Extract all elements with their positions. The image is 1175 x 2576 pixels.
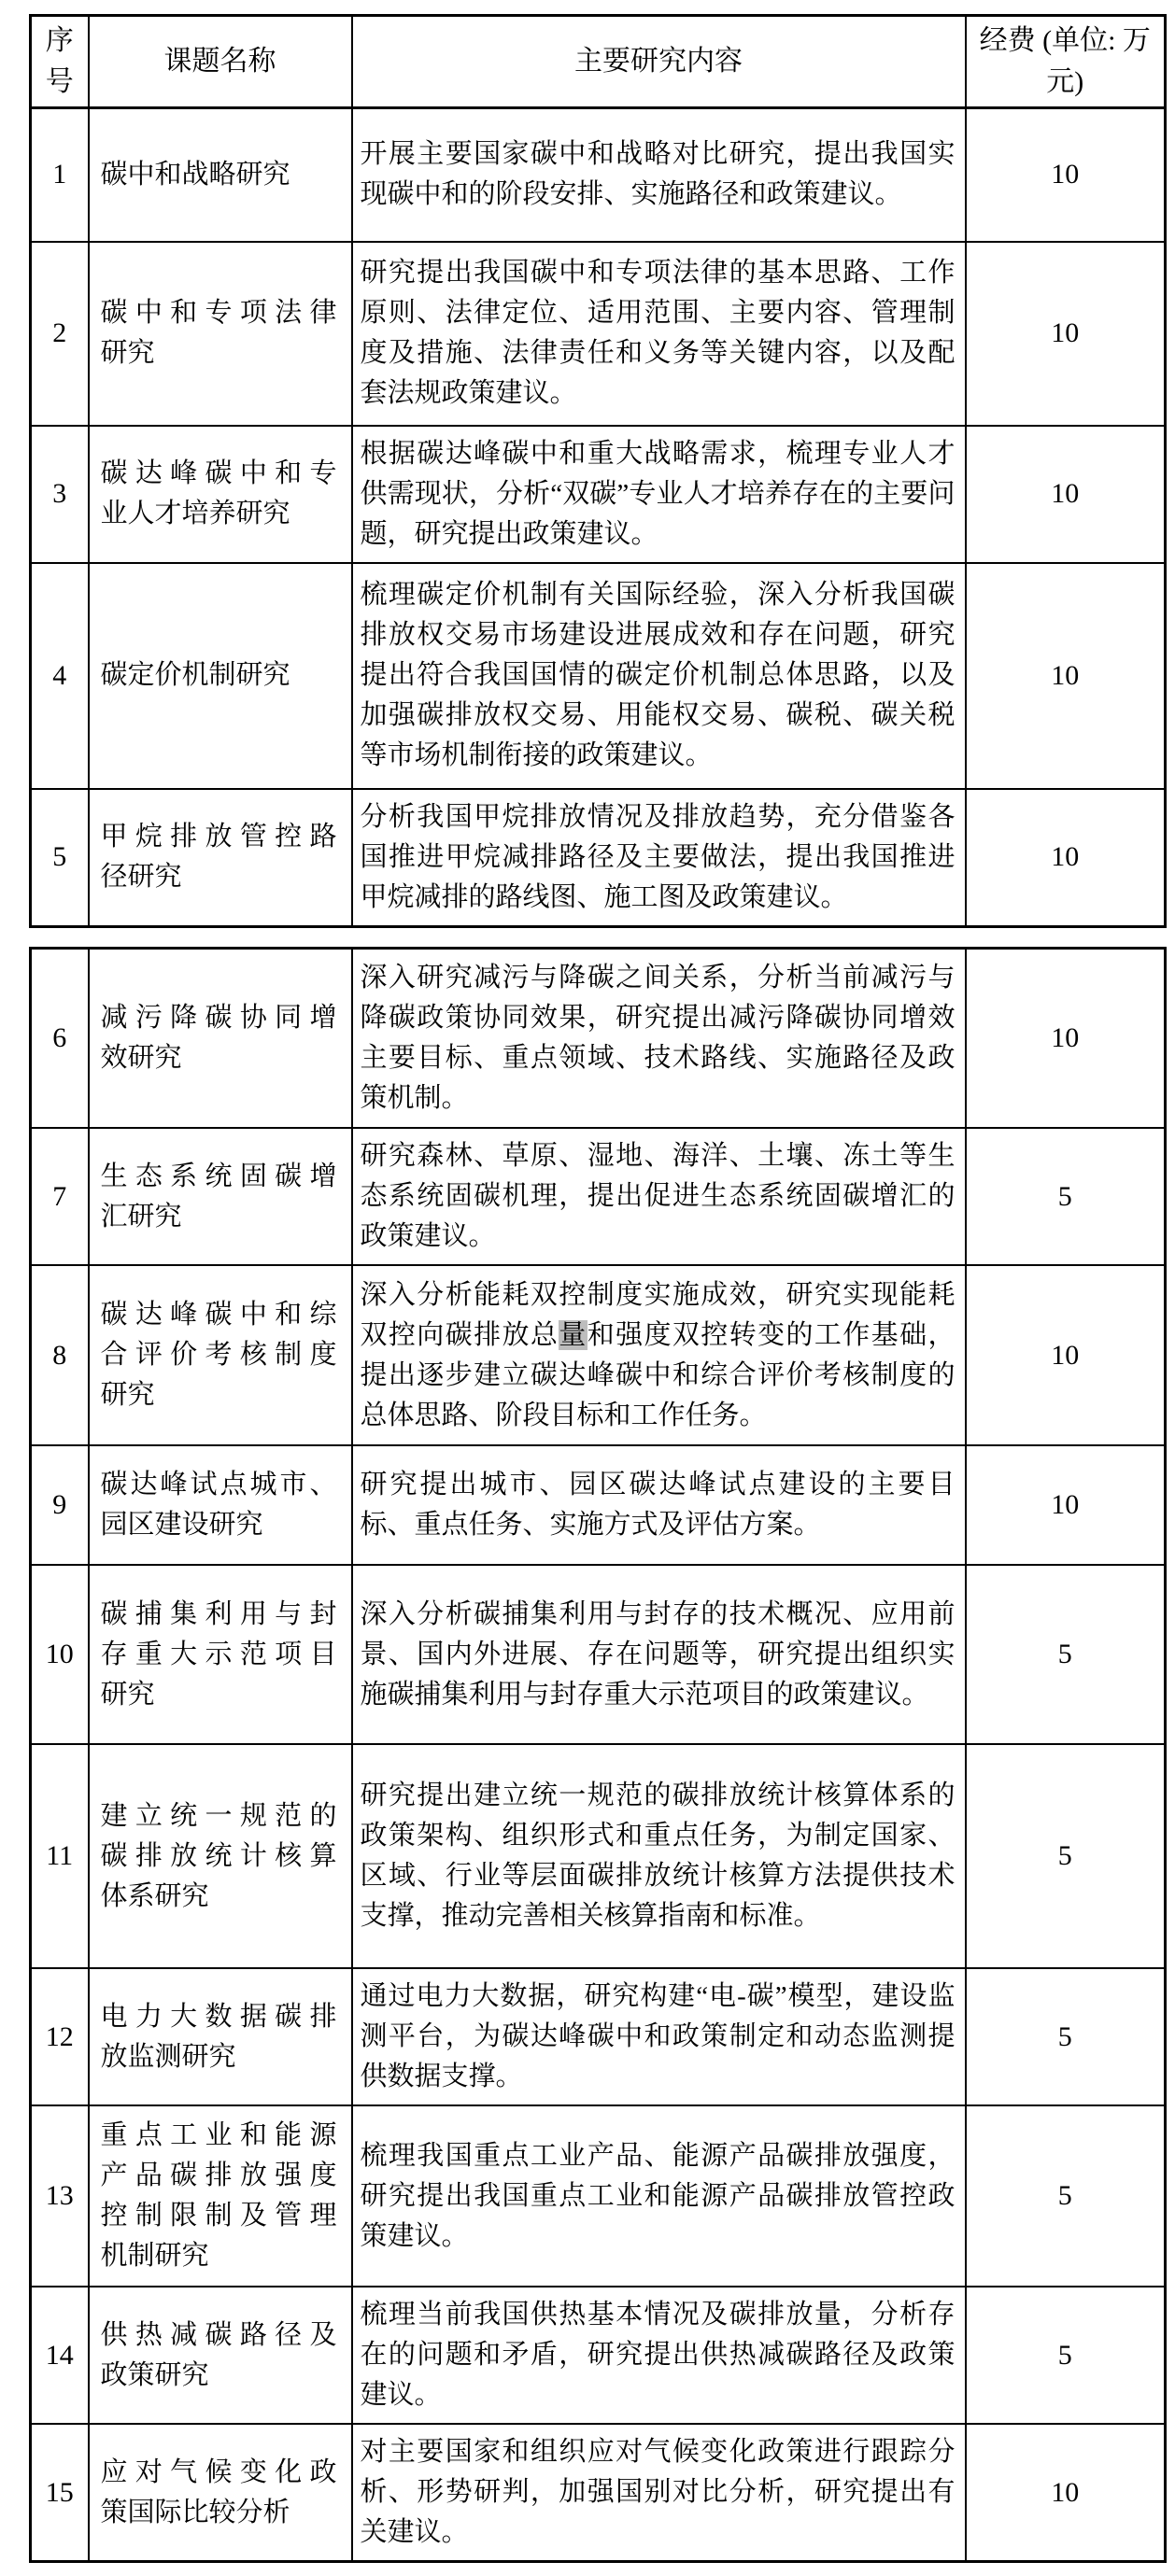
topic-name-line: 存重大示范项目 xyxy=(100,1639,337,1669)
research-content-cell: 研究提出建立统一规范的碳排放统计核算体系的政策架构、组织形式和重点任务，为制定国家、区域、行业等层面碳排放统计核算方法提供技术支撑，推动完善相关核算指南和标准。 xyxy=(352,1744,966,1968)
topic-name-line: 供热减碳路径及 xyxy=(100,2319,337,2350)
topic-name-cell xyxy=(89,948,352,1128)
fee-value: 5 xyxy=(966,2287,1166,2424)
topic-name-line: 研究 xyxy=(100,338,155,368)
research-content-cell: 梳理我国重点工业产品、能源产品碳排放强度，研究提出我国重点工业和能源产品碳排放管控政策建议。 xyxy=(352,2105,966,2287)
topic-name-line: 控制限制及管理 xyxy=(100,2201,337,2231)
table-row xyxy=(31,108,1166,242)
header-cell-fee: 经费 (单位: 万元) xyxy=(966,16,1166,108)
table-row xyxy=(31,2424,1166,2562)
topic-name-line: 研究 xyxy=(100,1679,155,1710)
topic-name-line: 汇研究 xyxy=(100,1201,182,1232)
topic-name-cell xyxy=(89,1265,352,1445)
research-content-cell: 梳理碳定价机制有关国际经验，深入分析我国碳排放权交易市场建设进展成效和存在问题，研究提出符合我国国情的碳定价机制总体思路，以及加强碳排放权交易、用能权交易、碳税、碳关税等市场机制衔接的政策建议。 xyxy=(352,563,966,789)
table-row xyxy=(31,1968,1166,2105)
topic-name-line: 甲烷排放管控路 xyxy=(100,822,337,852)
research-content-cell: 深入研究减污与降碳之间关系，分析当前减污与降碳政策协同效果，研究提出减污降碳协同增效主要目标、重点领域、技术路线、实施路径及政策机制。 xyxy=(352,948,966,1128)
table-header-row xyxy=(31,16,1166,108)
topic-name-line: 建立统一规范的 xyxy=(100,1800,337,1831)
table-row xyxy=(31,563,1166,789)
research-content-cell: 分析我国甲烷排放情况及排放趋势，充分借鉴各国推进甲烷减排路径及主要做法，提出我国推进甲烷减排的路线图、施工图及政策建议。 xyxy=(352,789,966,927)
table-row xyxy=(31,1445,1166,1565)
topic-name-line: 业人才培养研究 xyxy=(100,499,290,528)
research-content-cell: 研究森林、草原、湿地、海洋、土壤、冻土等生态系统固碳机理，提出促进生态系统固碳增汇的政策建议。 xyxy=(352,1128,966,1265)
topic-name-line: 碳捕集利用与封 xyxy=(100,1598,337,1629)
topic-name-line: 碳中和专项法律 xyxy=(100,298,337,328)
fee-value: 5 xyxy=(966,1744,1166,1968)
header-cell-topic-name: 课题名称 xyxy=(89,16,352,108)
header-cell-no: 序号 xyxy=(31,16,89,108)
research-content-cell: 通过电力大数据，研究构建“电-碳”模型，建设监测平台，为碳达峰碳中和政策制定和动态监测提供数据支撑。 xyxy=(352,1968,966,2105)
row-no: 12 xyxy=(31,1968,89,2105)
table-row xyxy=(31,426,1166,563)
topic-name-cell xyxy=(89,1968,352,2105)
topic-name-line: 合评价考核制度 xyxy=(100,1340,337,1370)
table-row xyxy=(31,2287,1166,2424)
research-content-cell: 开展主要国家碳中和战略对比研究，提出我国实现碳中和的阶段安排、实施路径和政策建议。 xyxy=(352,108,966,242)
row-no: 4 xyxy=(31,563,89,789)
topic-name-line: 政策研究 xyxy=(100,2359,209,2390)
topic-name-cell xyxy=(89,1445,352,1565)
row-no: 6 xyxy=(31,948,89,1128)
fee-value: 10 xyxy=(966,426,1166,563)
fee-value: 10 xyxy=(966,242,1166,426)
fee-value: 10 xyxy=(966,2424,1166,2562)
research-topics-table-1 xyxy=(29,14,1167,928)
research-content-cell: 研究提出我国碳中和专项法律的基本思路、工作原则、法律定位、适用范围、主要内容、管理制度及措施、法律责任和义务等关键内容，以及配套法规政策建议。 xyxy=(352,242,966,426)
table-row xyxy=(31,242,1166,426)
topic-name-cell xyxy=(89,1565,352,1744)
research-topics-table-2 xyxy=(29,947,1167,2564)
highlighted-char: 量 xyxy=(559,1319,588,1350)
topic-name-cell xyxy=(89,563,352,789)
research-content-cell xyxy=(352,1265,966,1445)
row-no: 10 xyxy=(31,1565,89,1744)
topic-name-line: 电力大数据碳排 xyxy=(100,2001,337,2032)
topic-name-line: 减污降碳协同增 xyxy=(100,1002,337,1033)
fee-value: 10 xyxy=(966,108,1166,242)
topic-name-line: 策国际比较分析 xyxy=(100,2497,290,2527)
table-row xyxy=(31,1744,1166,1968)
row-no: 7 xyxy=(31,1128,89,1265)
topic-name-line: 碳达峰碳中和专 xyxy=(100,458,337,488)
table-row xyxy=(31,789,1166,927)
topic-name-line: 碳达峰试点城市、 xyxy=(100,1470,337,1499)
topic-name-line: 体系研究 xyxy=(100,1880,209,1911)
table-row xyxy=(31,1265,1166,1445)
topic-name-cell xyxy=(89,1128,352,1265)
row-no: 14 xyxy=(31,2287,89,2424)
content-text: 和强度双控转变的工作基础，提出逐步建立碳达峰碳中和综合评价考核制度的总体思路、阶段目标和工作任务。 xyxy=(360,1319,956,1430)
topic-name-line: 碳定价机制研究 xyxy=(100,660,290,690)
row-no: 8 xyxy=(31,1265,89,1445)
topic-name-cell xyxy=(89,2287,352,2424)
table-row xyxy=(31,2105,1166,2287)
fee-value: 10 xyxy=(966,789,1166,927)
fee-value: 5 xyxy=(966,1565,1166,1744)
row-no: 1 xyxy=(31,108,89,242)
header-cell-research-content: 主要研究内容 xyxy=(352,16,966,108)
topic-name-line: 径研究 xyxy=(100,862,182,892)
research-content-cell: 梳理当前我国供热基本情况及碳排放量，分析存在的问题和矛盾，研究提出供热减碳路径及政策建议。 xyxy=(352,2287,966,2424)
row-no: 13 xyxy=(31,2105,89,2287)
fee-value: 5 xyxy=(966,2105,1166,2287)
topic-name-line: 应对气候变化政 xyxy=(100,2456,337,2487)
row-no: 15 xyxy=(31,2424,89,2562)
table-row xyxy=(31,1565,1166,1744)
research-content-cell: 根据碳达峰碳中和重大战略需求，梳理专业人才供需现状，分析“双碳”专业人才培养存在的主要问题，研究提出政策建议。 xyxy=(352,426,966,563)
topic-name-cell xyxy=(89,1744,352,1968)
row-no: 9 xyxy=(31,1445,89,1565)
topic-name-cell xyxy=(89,242,352,426)
topic-name-line: 园区建设研究 xyxy=(100,1510,263,1540)
research-content-cell: 对主要国家和组织应对气候变化政策进行跟踪分析、形势研判，加强国别对比分析，研究提出有关建议。 xyxy=(352,2424,966,2562)
topic-name-line: 放监测研究 xyxy=(100,2041,236,2072)
topic-name-line: 研究 xyxy=(100,1380,155,1410)
table-row xyxy=(31,1128,1166,1265)
topic-name-line: 碳中和战略研究 xyxy=(100,159,290,190)
fee-value: 10 xyxy=(966,1445,1166,1565)
fee-value: 10 xyxy=(966,1265,1166,1445)
row-no: 2 xyxy=(31,242,89,426)
fee-value: 5 xyxy=(966,1128,1166,1265)
table-row xyxy=(31,948,1166,1128)
topic-name-line: 产品碳排放强度 xyxy=(100,2161,337,2190)
topic-name-cell xyxy=(89,2424,352,2562)
topic-name-cell xyxy=(89,789,352,927)
row-no: 11 xyxy=(31,1744,89,1968)
topic-name-line: 重点工业和能源 xyxy=(100,2120,337,2150)
table-block-gap xyxy=(29,928,1164,947)
research-content-cell: 深入分析碳捕集利用与封存的技术概况、应用前景、国内外进展、存在问题等，研究提出组织实施碳捕集利用与封存重大示范项目的政策建议。 xyxy=(352,1565,966,1744)
research-content-cell: 研究提出城市、园区碳达峰试点建设的主要目标、重点任务、实施方式及评估方案。 xyxy=(352,1445,966,1565)
topic-name-line: 生态系统固碳增 xyxy=(100,1161,337,1191)
topic-name-cell xyxy=(89,2105,352,2287)
topic-name-line: 碳达峰碳中和综 xyxy=(100,1300,337,1330)
fee-value: 10 xyxy=(966,563,1166,789)
content-text: 深入分析能耗双控制度实施成效，研究实现能耗双控向碳排放总 xyxy=(360,1279,956,1350)
fee-value: 10 xyxy=(966,948,1166,1128)
topic-name-line: 碳排放统计核算 xyxy=(100,1840,337,1871)
row-no: 5 xyxy=(31,789,89,927)
topic-name-line: 机制研究 xyxy=(100,2241,209,2271)
topic-name-line: 效研究 xyxy=(100,1042,182,1073)
topic-name-cell xyxy=(89,108,352,242)
topic-name-cell xyxy=(89,426,352,563)
fee-value: 5 xyxy=(966,1968,1166,2105)
row-no: 3 xyxy=(31,426,89,563)
